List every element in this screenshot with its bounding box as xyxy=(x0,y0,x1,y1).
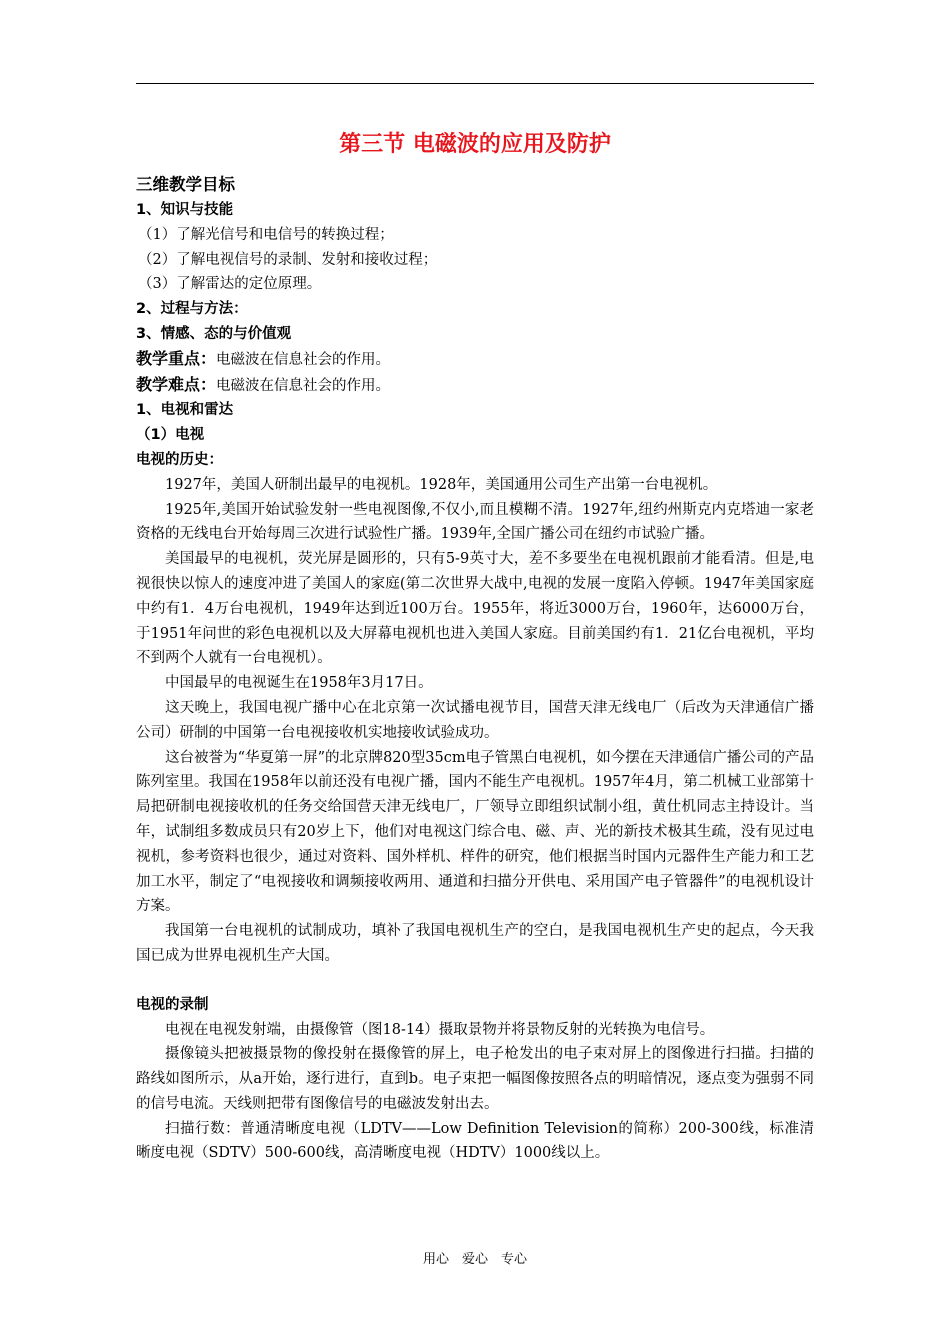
recording-heading: 电视的录制 xyxy=(136,996,209,1013)
key-point-label: 教学重点： xyxy=(136,348,217,368)
key-point-value: 电磁波在信息社会的作用。 xyxy=(216,351,391,368)
knowledge-item: （1）了解光信号和电信号的转换过程； xyxy=(138,226,394,243)
recording-paragraph: 摄像镜头把被摄景物的像投射在摄像管的屏上，电子枪发出的电子束对屏上的图像进行扫描。扫描的路线如图所示，从a开始，逐行进行，直到b。电子束把一幅图像按照各点的明暗情况，逐点变为强弱不同的信号电流。天线则把带有图像信号的电磁波发射出去。 xyxy=(136,1046,814,1112)
header-rule xyxy=(136,83,814,84)
recording-paragraph: 电视在电视发射端，由摄像管（图18-14）摄取景物并将景物反射的光转换为电信号。 xyxy=(165,1021,715,1038)
knowledge-heading: 1、知识与技能 xyxy=(136,202,234,218)
subsection-heading: （1）电视 xyxy=(136,427,205,444)
difficult-point-value: 电磁波在信息社会的作用。 xyxy=(216,377,391,394)
goals-heading: 三维教学目标 xyxy=(136,175,235,194)
key-point xyxy=(136,347,814,373)
history-heading: 电视的历史： xyxy=(136,451,223,468)
history-paragraph: 这台被誉为“华夏第一屏”的北京牌820型35cm电子管黑白电视机，如今摆在天津通信广播公司的产品陈列室里。我国在1958年以前还没有电视广播，国内不能生产电视机。1957年4月，第二机械工业部第十局把研制电视接收机的任务交给国营天津无线电厂，厂领导立即组织试制小组，黄仕机同志主持设计。当年，试制组多数成员只有20岁上下，他们对电视这门综合电、磁、声、光的新技术极其生疏，没有见过电视机，参考资料也很少，通过对资料、国外样机、样件的研究，他们根据当时国内元器件生产能力和工艺加工水平，制定了“电视接收和调频接收两用、通道和扫描分开供电、采用国产电子管器件”的电视机设计方案。 xyxy=(136,749,814,915)
section-heading: 1、电视和雷达 xyxy=(136,402,234,419)
history-paragraph: 1927年，美国人研制出最早的电视机。1928年，美国通用公司生产出第一台电视机。 xyxy=(165,476,718,493)
history-paragraph: 中国最早的电视诞生在1958年3月17日。 xyxy=(165,675,433,692)
process-heading: 2、过程与方法： xyxy=(136,301,248,318)
page-title: 第三节 电磁波的应用及防护 xyxy=(339,132,611,157)
history-paragraph: 这天晚上，我国电视广播中心在北京第一次试播电视节目，国营天津无线电厂（后改为天津通信广播公司）研制的中国第一台电视接收机实地接收试验成功。 xyxy=(136,699,814,741)
section-spacer xyxy=(136,969,814,993)
history-paragraph: 1925年,美国开始试验发射一些电视图像,不仅小,而且模糊不清。1927年,纽约州斯克内克塔迪一家老资格的无线电台开始每周三次进行试验性广播。1939年,全国广播公司在纽约市试验广播。 xyxy=(136,501,814,543)
difficult-point-label: 教学难点： xyxy=(136,374,217,394)
document-body xyxy=(136,128,814,1166)
history-paragraph: 美国最早的电视机，荧光屏是圆形的，只有5-9英寸大，差不多要坐在电视机跟前才能看清。但是,电视很快以惊人的速度冲进了美国人的家庭(第二次世界大战中,电视的发展一度陷入停顿。1947年美国家庭中约有1．4万台电视机，1949年达到近100万台。1955年，将近3000万台，1960年，达6000万台，于1951年问世的彩色电视机以及大屏幕电视机也进入美国人家庭。目前美国约有1．21亿台电视机，平均不到两个人就有一台电视机）。 xyxy=(136,551,814,667)
knowledge-item: （2）了解电视信号的录制、发射和接收过程； xyxy=(138,251,438,268)
knowledge-item: （3）了解雷达的定位原理。 xyxy=(138,276,322,293)
history-paragraph: 我国第一台电视机的试制成功，填补了我国电视机生产的空白，是我国电视机生产史的起点，今天我国已成为世界电视机生产大国。 xyxy=(136,923,814,964)
recording-paragraph: 扫描行数：普通清晰度电视（LDTV——Low Definition Television的简称）200-300线，标准清晰度电视（SDTV）500-600线，高清晰度电视（HDTV）1000线以上。 xyxy=(136,1120,814,1162)
page-footer: 用心 爱心 专心 xyxy=(422,1252,527,1267)
difficult-point xyxy=(136,373,814,399)
emotion-heading: 3、情感、态的与价值观 xyxy=(136,325,292,342)
